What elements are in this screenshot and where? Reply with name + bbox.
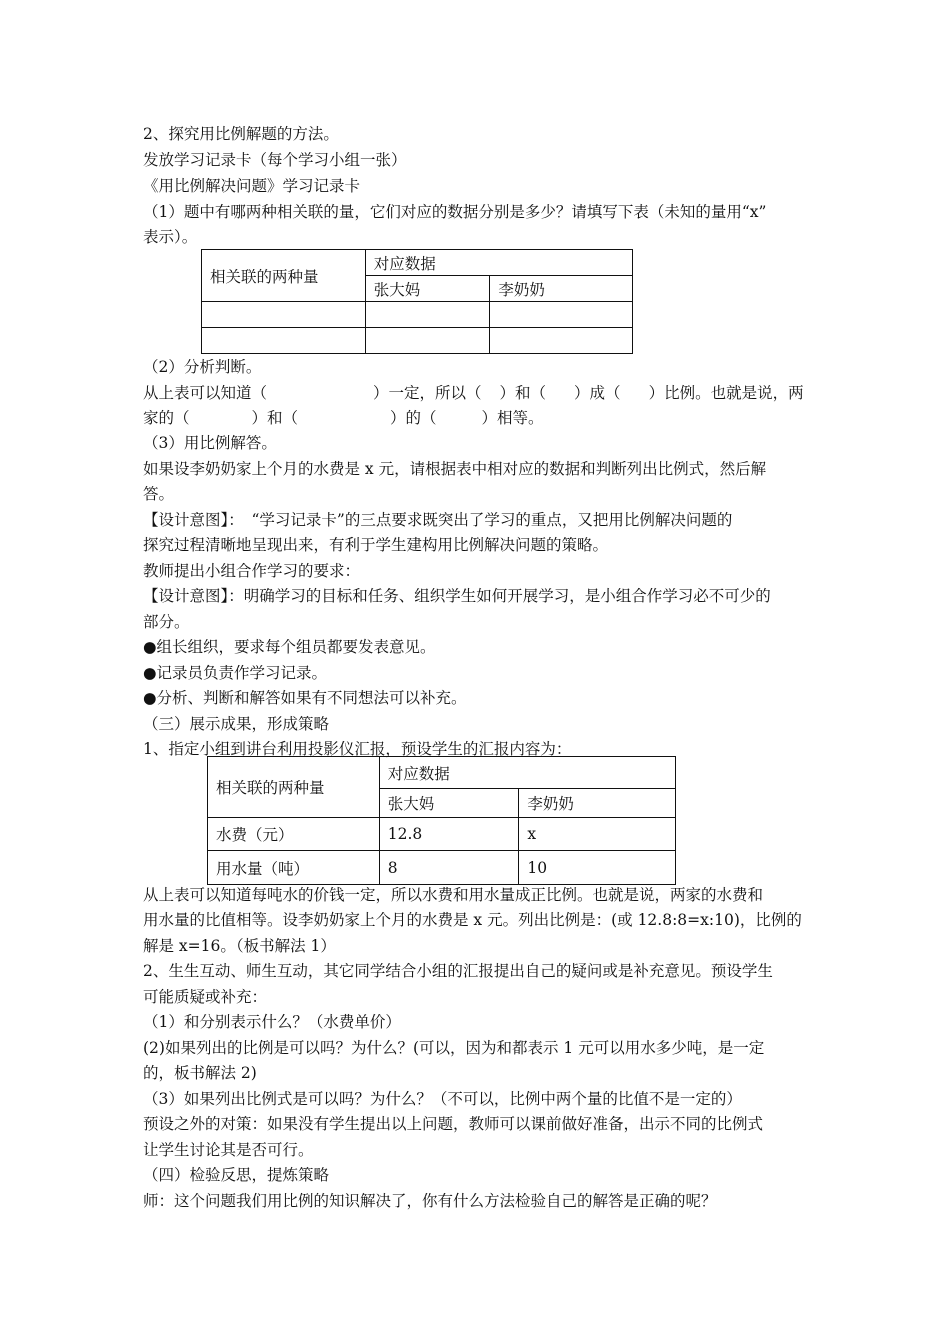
table-cell-empty bbox=[365, 302, 490, 328]
text-line: 从上表可以知道每吨水的价钱一定，所以水费和用水量成正比例。也就是说，两家的水费和 bbox=[143, 886, 764, 904]
text-line: （1）和分别表示什么？（水费单价） bbox=[143, 1013, 401, 1031]
text-line: 发放学习记录卡（每个学习小组一张） bbox=[143, 151, 407, 169]
text-fragment: ）和（ bbox=[251, 409, 299, 427]
table-header-li: 李奶奶 bbox=[490, 276, 633, 302]
text-line: 教师提出小组合作学习的要求： bbox=[143, 562, 361, 580]
text-fragment: ）一定，所以（ bbox=[373, 384, 482, 402]
fill-blank-line bbox=[143, 383, 811, 403]
text-line: 《用比例解决问题》学习记录卡 bbox=[143, 177, 361, 195]
text-line: 用水量的比值相等。设李奶奶家上个月的水费是 x 元。列出比例是：(或 12.8:8=x:10)，比例的 bbox=[143, 911, 802, 929]
table-cell-label: 水费（元） bbox=[208, 818, 380, 851]
table-header-quantity: 相关联的两种量 bbox=[202, 250, 366, 302]
table-cell-empty bbox=[490, 302, 633, 328]
text-line: 【设计意图】： “学习记录卡”的三点要求既突出了学习的重点，又把用比例解决问题的 bbox=[143, 511, 733, 529]
text-line: 可能质疑或补充： bbox=[143, 988, 268, 1006]
text-line: 2、生生互动、师生互动，其它同学结合小组的汇报提出自己的疑问或是补充意见。预设学生 bbox=[143, 962, 773, 980]
text-line: 答。 bbox=[143, 485, 175, 503]
fill-blank-line bbox=[143, 408, 811, 428]
text-fragment: 家的（ bbox=[143, 409, 190, 427]
table-cell-empty bbox=[202, 328, 366, 354]
section-heading: （三）展示成果，形成策略 bbox=[143, 715, 330, 733]
bullet-item: ●组长组织，要求每个组员都要发表意见。 bbox=[143, 638, 436, 656]
text-fragment: ）比例。也就是说，两 bbox=[648, 384, 804, 402]
record-card-table bbox=[201, 249, 633, 354]
text-line: 预设之外的对策：如果没有学生提出以上问题，教师可以课前做好准备，出示不同的比例式 bbox=[143, 1115, 764, 1133]
table-cell-empty bbox=[202, 302, 366, 328]
table-cell-empty bbox=[365, 328, 490, 354]
table-cell-value: 12.8 bbox=[379, 818, 519, 851]
text-line: 如果设李奶奶家上个月的水费是 x 元，请根据表中相对应的数据和判断列出比例式，然后解 bbox=[143, 460, 767, 478]
bullet-item: ●分析、判断和解答如果有不同想法可以补充。 bbox=[143, 689, 467, 707]
table-header-li: 李奶奶 bbox=[519, 789, 676, 818]
table-cell-empty bbox=[490, 328, 633, 354]
text-line: （3）如果列出比例式是可以吗？为什么？（不可以，比例中两个量的比值不是一定的） bbox=[143, 1090, 742, 1108]
table-row bbox=[208, 851, 676, 885]
text-line: 让学生讨论其是否可行。 bbox=[143, 1141, 314, 1159]
text-line: 师：这个问题我们用比例的知识解决了，你有什么方法检验自己的解答是正确的呢？ bbox=[143, 1192, 717, 1210]
text-line: (2)如果列出的比例是可以吗？为什么？(可以，因为和都表示 1 元可以用水多少吨，是一定 bbox=[143, 1039, 765, 1057]
text-line: 解是 x=16。（板书解法 1） bbox=[143, 937, 336, 955]
table-cell-value: 10 bbox=[519, 851, 676, 885]
table-cell-label: 用水量（吨） bbox=[208, 851, 380, 885]
text-line: （1）题中有哪两种相关联的量，它们对应的数据分别是多少？请填写下表（未知的量用“x” bbox=[143, 203, 767, 221]
text-fragment: ）和（ bbox=[499, 384, 547, 402]
text-line: 1、指定小组到讲台利用投影仪汇报，预设学生的汇报内容为： bbox=[143, 740, 572, 758]
text-line: 【设计意图】：明确学习的目标和任务、组织学生如何开展学习，是小组合作学习必不可少的 bbox=[143, 587, 771, 605]
text-line: 部分。 bbox=[143, 613, 190, 631]
text-line: 的，板书解法 2) bbox=[143, 1064, 257, 1082]
bullet-item: ●记录员负责作学习记录。 bbox=[143, 664, 328, 682]
text-line: 探究过程清晰地呈现出来，有利于学生建构用比例解决问题的策略。 bbox=[143, 536, 609, 554]
table-header-quantity: 相关联的两种量 bbox=[208, 757, 380, 818]
table-header-data: 对应数据 bbox=[379, 757, 675, 789]
table-row bbox=[208, 818, 676, 851]
text-fragment: ）成（ bbox=[574, 384, 621, 402]
section-heading: （四）检验反思，提炼策略 bbox=[143, 1166, 330, 1184]
text-line: 表示）。 bbox=[143, 228, 198, 246]
text-fragment: ）的（ bbox=[390, 409, 437, 427]
table-header-data: 对应数据 bbox=[365, 250, 632, 276]
text-line: （2）分析判断。 bbox=[143, 358, 262, 376]
table-header-zhang: 张大妈 bbox=[365, 276, 490, 302]
report-table bbox=[207, 756, 676, 885]
text-line: 2、探究用比例解题的方法。 bbox=[143, 125, 339, 143]
text-fragment: 从上表可以知道（ bbox=[143, 384, 268, 402]
text-line: （3）用比例解答。 bbox=[143, 434, 277, 452]
table-header-zhang: 张大妈 bbox=[379, 789, 519, 818]
text-fragment: ）相等。 bbox=[481, 409, 544, 427]
table-cell-value: 8 bbox=[379, 851, 519, 885]
table-cell-value: x bbox=[519, 818, 676, 851]
